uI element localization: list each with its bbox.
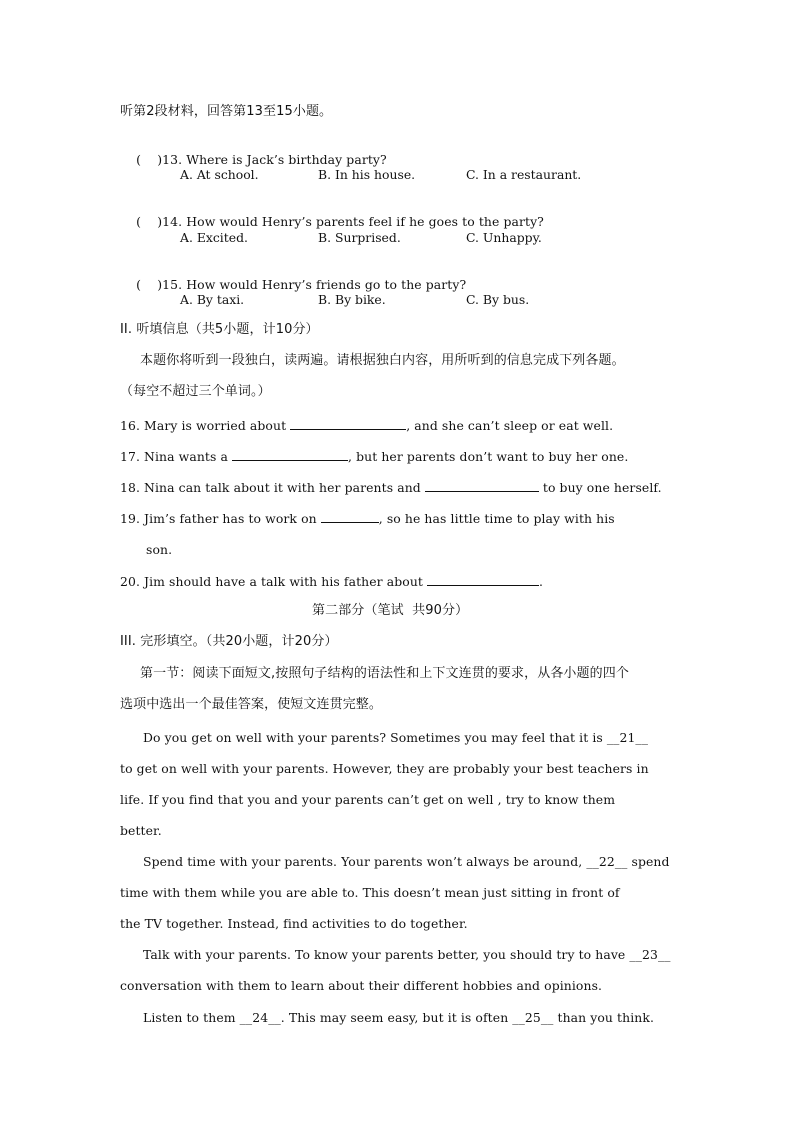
passage-line: Do you get on well with your parents? Sometimes you may feel that it is __21__ bbox=[143, 730, 649, 745]
answer-blank-18[interactable] bbox=[425, 479, 539, 492]
item-16-tail: , and she can’t sleep or eat well. bbox=[406, 418, 614, 433]
fill-item-16 bbox=[120, 417, 613, 434]
passage-line: the TV together. Instead, find activities to do together. bbox=[120, 916, 468, 931]
item-20-text: 20. Jim should have a talk with his father about bbox=[120, 574, 428, 589]
option-13-b[interactable]: B. In his house. bbox=[318, 167, 416, 182]
item-20-tail: . bbox=[539, 574, 544, 589]
section-2-heading: II. 听填信息（共5小题，计10分） bbox=[120, 322, 319, 337]
item-17-tail: , but her parents don’t want to buy her one. bbox=[348, 449, 629, 464]
question-15 bbox=[120, 261, 466, 309]
item-19-tail: , so he has little time to play with his bbox=[378, 511, 615, 526]
option-14-c[interactable]: C. Unhappy. bbox=[466, 230, 542, 245]
question-14-number: ( )14. bbox=[136, 214, 183, 229]
question-15-stem: How would Henry’s friends go to the party? bbox=[186, 277, 467, 292]
passage2-intro: 听第2段材料，回答第13至15小题。 bbox=[120, 104, 333, 119]
passage-line: Talk with your parents. To know your parents better, you should try to have __23__ bbox=[143, 947, 671, 962]
answer-blank-20[interactable] bbox=[427, 573, 539, 586]
part-2-title: 第二部分（笔试 共90分） bbox=[312, 603, 469, 618]
fill-item-19 bbox=[120, 510, 615, 527]
question-15-number: ( )15. bbox=[136, 277, 183, 292]
question-14-stem: How would Henry’s parents feel if he goes to the party? bbox=[186, 214, 544, 229]
item-18-tail: to buy one herself. bbox=[538, 480, 662, 495]
section-3-instruction-cont: 选项中选出一个最佳答案，使短文连贯完整。 bbox=[120, 697, 383, 712]
item-19-text: 19. Jim’s father has to work on bbox=[120, 511, 321, 526]
fill-item-18 bbox=[120, 479, 662, 496]
passage-line: life. If you find that you and your parents can’t get on well , try to know them bbox=[120, 792, 616, 807]
option-14-b[interactable]: B. Surprised. bbox=[318, 230, 401, 245]
section-3-heading: III. 完形填空。（共20小题，计20分） bbox=[120, 634, 338, 649]
option-13-c[interactable]: C. In a restaurant. bbox=[466, 167, 582, 182]
passage-line: Listen to them __24__. This may seem easy, but it is often __25__ than you think. bbox=[143, 1010, 654, 1025]
passage-line: better. bbox=[120, 823, 162, 838]
option-15-a[interactable]: A. By taxi. bbox=[180, 292, 245, 307]
answer-blank-19[interactable] bbox=[321, 510, 379, 523]
option-13-a[interactable]: A. At school. bbox=[180, 167, 259, 182]
fill-item-20 bbox=[120, 573, 543, 590]
section-2-instruction: 本题你将听到一段独白，读两遍。请根据独白内容，用所听到的信息完成下列各题。 bbox=[140, 353, 625, 368]
item-16-text: 16. Mary is worried about bbox=[120, 418, 291, 433]
section-3-instruction: 第一节：阅读下面短文,按照句子结构的语法性和上下文连贯的要求，从各小题的四个 bbox=[140, 666, 629, 681]
option-15-b[interactable]: B. By bike. bbox=[318, 292, 386, 307]
item-17-text: 17. Nina wants a bbox=[120, 449, 233, 464]
fill-item-17 bbox=[120, 448, 628, 465]
item-19-continuation: son. bbox=[146, 542, 173, 557]
passage-line: Spend time with your parents. Your parents won’t always be around, __22__ spend bbox=[143, 854, 670, 869]
answer-blank-17[interactable] bbox=[232, 448, 348, 461]
item-18-text: 18. Nina can talk about it with her parents and bbox=[120, 480, 425, 495]
passage-line: to get on well with your parents. However, they are probably your best teachers in bbox=[120, 761, 649, 776]
option-15-c[interactable]: C. By bus. bbox=[466, 292, 530, 307]
question-13-stem: Where is Jack’s birthday party? bbox=[186, 152, 387, 167]
answer-blank-16[interactable] bbox=[290, 417, 406, 430]
question-13-number: ( )13. bbox=[136, 152, 183, 167]
section-2-note: （每空不超过三个单词。） bbox=[120, 384, 271, 399]
passage-line: conversation with them to learn about their different hobbies and opinions. bbox=[120, 978, 603, 993]
option-14-a[interactable]: A. Excited. bbox=[180, 230, 248, 245]
passage-line: time with them while you are able to. This doesn’t mean just sitting in front of bbox=[120, 885, 620, 900]
